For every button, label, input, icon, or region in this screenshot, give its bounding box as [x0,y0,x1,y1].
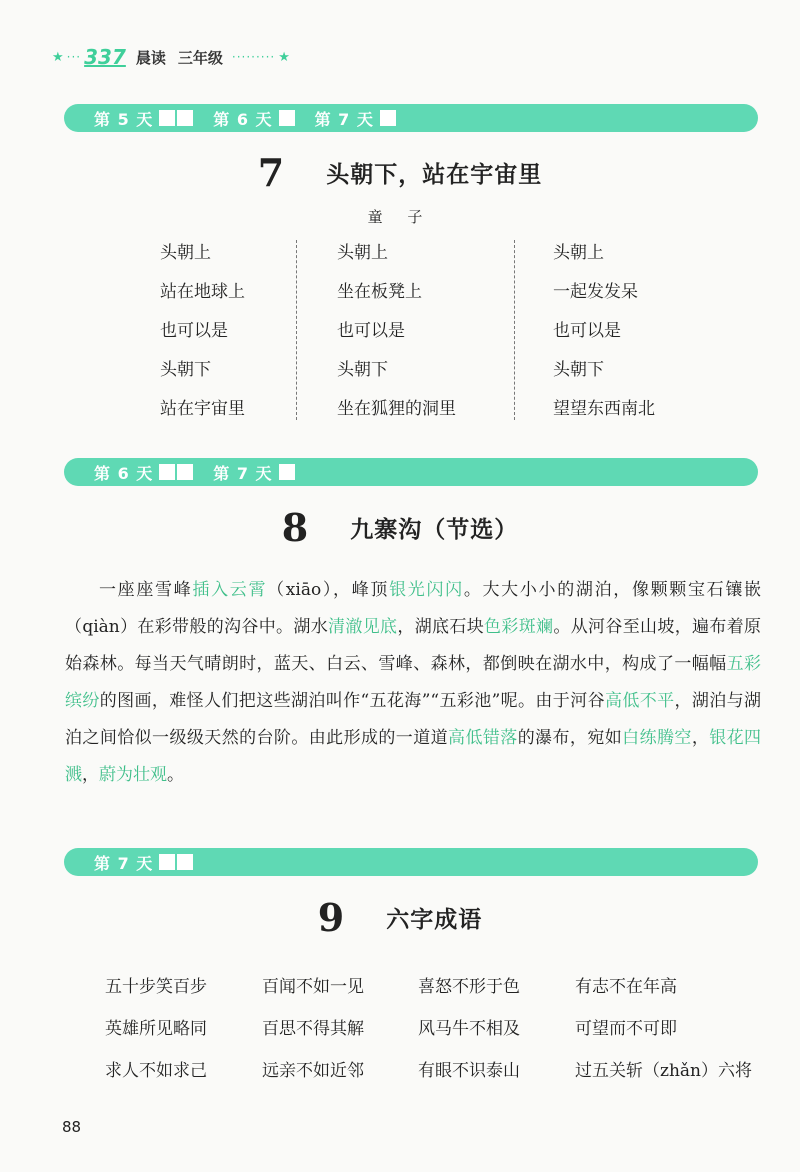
poem-line: 坐在狐狸的洞里 [337,399,456,419]
text-run: ，湖泊与湖泊之间恰似一级级天然的台阶。由此形成的一道道 [65,691,762,748]
text-run: 。大大小小的湖泊，像颗颗宝石镶嵌（qiàn）在彩带般的沟谷中。湖水 [65,580,762,637]
book-title: 晨读 [135,48,166,67]
grade-label: 三年级 [177,48,223,67]
column-divider [514,240,515,420]
idiom: 英雄所见略同 [105,1018,207,1039]
poem-column [337,238,456,433]
idiom: 百闻不如一见 [262,976,364,997]
idiom: 可望而不可即 [575,1018,677,1039]
text-run: ， [691,728,710,748]
text-run: 。 [167,765,184,785]
poem-column [160,238,245,433]
highlighted-term: 高低不平 [604,691,675,711]
reading-schedule-band [64,458,758,486]
essay-text [65,572,761,794]
column-divider [296,240,297,420]
checkbox[interactable] [177,854,193,870]
idiom: 五十步笑百步 [105,976,207,997]
day-label: 第 5 天 [94,109,154,129]
highlighted-term: 白练腾空 [622,728,692,748]
idiom: 有志不在年高 [575,976,677,997]
text-run: 一座座雪峰 [99,580,193,600]
section-heading: 六字成语 [386,906,483,933]
poem-line: 站在地球上 [160,282,245,302]
highlighted-term: 银花四溅 [65,728,762,785]
poem-line: 头朝上 [337,243,388,263]
idiom-row [0,1047,800,1089]
checkbox[interactable] [159,854,175,870]
checkbox[interactable] [177,464,193,480]
star-icon: ★ [278,49,290,65]
section-number: 9 [317,895,345,940]
poem-line: 望望东西南北 [553,399,655,419]
day-label: 第 6 天 [94,463,154,483]
text-run: ，湖底石块 [397,617,485,637]
poem-line: 站在宇宙里 [160,399,245,419]
idiom: 有眼不识泰山 [418,1060,520,1081]
reading-schedule-band [64,848,758,876]
series-number: 337 [84,45,126,69]
section-number: 7 [257,150,285,195]
poem-line: 一起发发呆 [553,282,638,302]
poem-line: 也可以是 [160,321,228,341]
idiom: 喜怒不形于色 [418,976,520,997]
checkbox[interactable] [159,110,175,126]
poem-line: 头朝上 [553,243,604,263]
text-run: ， [82,765,99,785]
page-number: 88 [62,1118,82,1136]
dots-decoration: ··· [66,50,82,64]
checkbox[interactable] [159,464,175,480]
highlighted-term: 蔚为壮观 [99,765,167,785]
poem-author: 童 子 [367,208,433,226]
highlighted-term: 色彩斑斓 [484,617,554,637]
checkbox[interactable] [279,110,295,126]
day-label: 第 7 天 [94,853,154,873]
section-title [0,895,800,940]
idiom: 百思不得其解 [262,1018,364,1039]
idiom: 求人不如求己 [105,1060,207,1081]
star-icon: ★ [52,49,64,65]
essay-paragraph [65,572,761,794]
poem-line: 也可以是 [553,321,621,341]
dots-decoration: ········· [231,50,276,64]
idiom-row [0,1005,800,1047]
idiom-row [0,963,800,1005]
poem-line: 坐在板凳上 [337,282,422,302]
section-title [0,150,800,195]
text-run: （xiāo），峰顶 [267,580,390,600]
poem-line: 头朝下 [160,360,211,380]
day-label: 第 7 天 [213,463,273,483]
text-run: 的图画，难怪人们把这些湖泊叫作“五花海”“五彩池”呢。由于河谷 [99,691,605,711]
poem-line: 头朝上 [160,243,211,263]
poem-line: 也可以是 [337,321,405,341]
poem-column [553,238,655,433]
reading-schedule-band [64,104,758,132]
checkbox[interactable] [177,110,193,126]
idiom: 风马牛不相及 [418,1018,520,1039]
highlighted-term: 银光闪闪 [389,580,464,600]
highlighted-term: 五彩缤纷 [65,654,762,711]
checkbox[interactable] [279,464,295,480]
page-header [52,45,290,69]
idiom: 过五关斩（zhǎn）六将 [575,1060,752,1081]
highlighted-term: 高低错落 [448,728,518,748]
text-run: 。从河谷至山坡，遍布着原始森林。每当天气晴朗时，蓝天、白云、雪峰、森林，都倒映在湖水中，构成了一幅幅 [65,617,762,674]
poem-line: 头朝下 [337,360,388,380]
idiom: 远亲不如近邻 [262,1060,364,1081]
checkbox[interactable] [380,110,396,126]
day-label: 第 6 天 [213,109,273,129]
section-heading: 头朝下，站在宇宙里 [326,161,543,188]
section-heading: 九寨沟（节选） [350,516,519,543]
idiom-grid [0,963,800,1089]
section-number: 8 [281,505,309,550]
day-label: 第 7 天 [314,109,374,129]
section-title [0,505,800,550]
highlighted-term: 插入云霄 [192,580,268,600]
text-run: 的瀑布，宛如 [517,728,623,748]
poem-line: 头朝下 [553,360,604,380]
highlighted-term: 清澈见底 [328,617,398,637]
